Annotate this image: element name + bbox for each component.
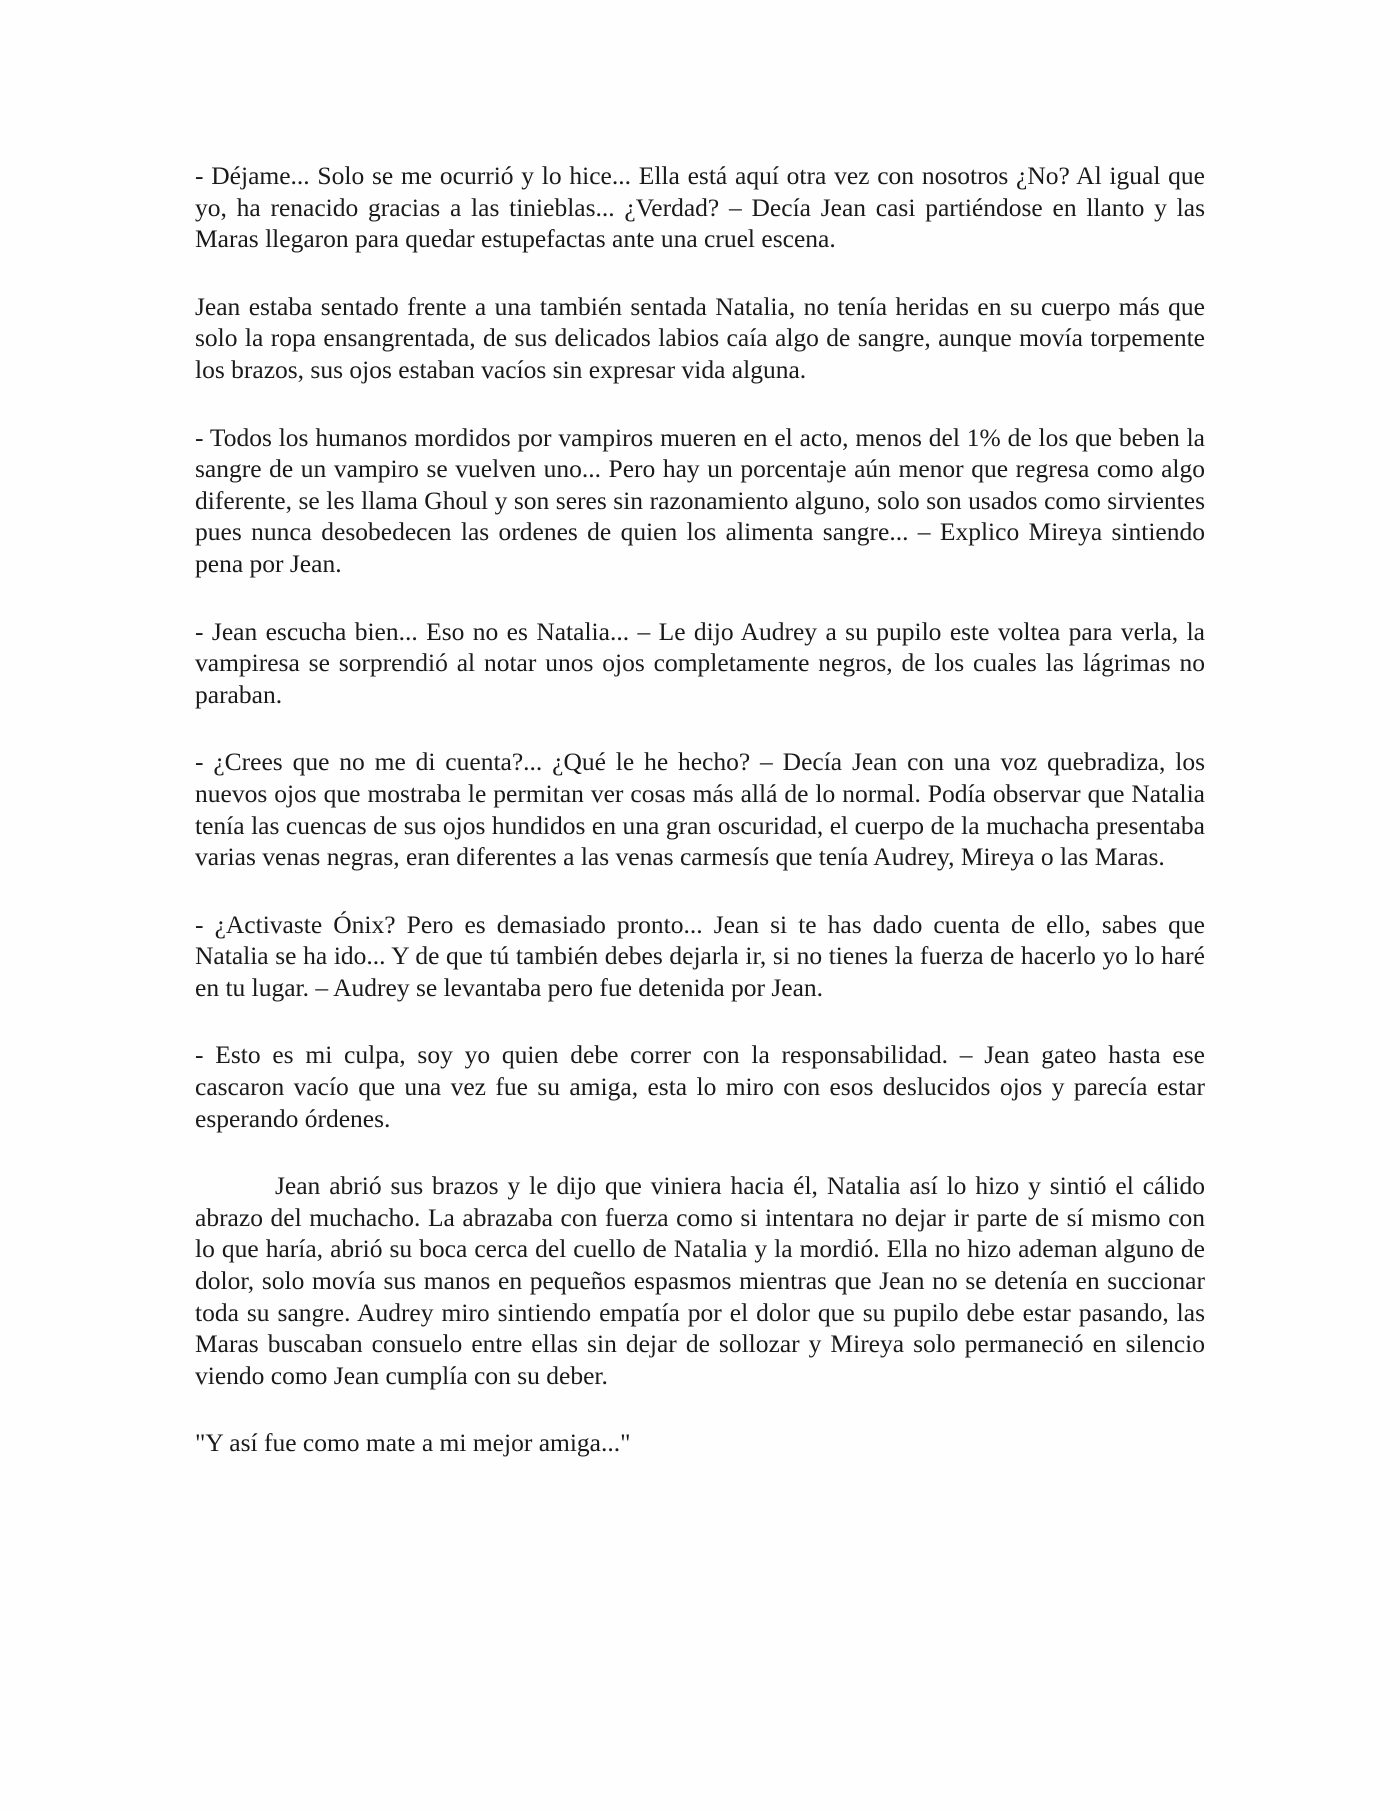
document-body: [195, 160, 1205, 1495]
paragraph: - Todos los humanos mordidos por vampiros mueren en el acto, menos del 1% de los que beben la sangre de un vampiro se vuelven uno... Pero hay un porcentaje aún menor que regresa como algo diferente, se les llama Ghoul y son seres sin razonamiento alguno, solo son usados como sirvientes pues nunca desobedecen las ordenes de quien los alimenta sangre... – Explico Mireya sintiendo pena por Jean.: [195, 422, 1205, 578]
paragraph: Jean estaba sentado frente a una también sentada Natalia, no tenía heridas en su cuerpo más que solo la ropa ensangrentada, de sus delicados labios caía algo de sangre, aunque movía torpemente los brazos, sus ojos estaban vacíos sin expresar vida alguna.: [195, 291, 1205, 384]
paragraph: - ¿Activaste Ónix? Pero es demasiado pronto... Jean si te has dado cuenta de ello, sabes que Natalia se ha ido... Y de que tú también debes dejarla ir, si no tienes la fuerza de hacerlo yo lo haré en tu lugar. – Audrey se levantaba pero fue detenida por Jean.: [195, 909, 1205, 1002]
closing-quote: "Y así fue como mate a mi mejor amiga...": [195, 1428, 631, 1458]
paragraph: - ¿Crees que no me di cuenta?... ¿Qué le he hecho? – Decía Jean con una voz quebradiza, los nuevos ojos que mostraba le permitan ver cosas más allá de lo normal. Podía observar que Natalia tenía las cuencas de sus ojos hundidos en una gran oscuridad, el cuerpo de la muchacha presentaba varias venas negras, eran diferentes a las venas carmesís que tenía Audrey, Mireya o las Maras.: [195, 747, 1205, 872]
paragraph: - Esto es mi culpa, soy yo quien debe correr con la responsabilidad. – Jean gateo hasta ese cascaron vacío que una vez fue su amiga, esta lo miro con esos deslucidos ojos y parecía estar esperando órdenes.: [195, 1040, 1205, 1133]
paragraph: - Jean escucha bien... Eso no es Natalia... – Le dijo Audrey a su pupilo este voltea para verla, la vampiresa se sorprendió al notar unos ojos completamente negros, de los cuales las lágrimas no paraban.: [195, 616, 1205, 709]
paragraph-indented: Jean abrió sus brazos y le dijo que viniera hacia él, Natalia así lo hizo y sintió el cálido abrazo del muchacho. La abrazaba con fuerza como si intentara no dejar ir parte de sí mismo con lo que haría, abrió su boca cerca del cuello de Natalia y la mordió. Ella no hizo ademan alguno de dolor, solo movía sus manos en pequeños espasmos mientras que Jean no se detenía en succionar toda su sangre. Audrey miro sintiendo empatía por el dolor que su pupilo debe estar pasando, las Maras buscaban consuelo entre ellas sin dejar de sollozar y Mireya solo permaneció en silencio viendo como Jean cumplía con su deber.: [195, 1171, 1205, 1390]
paragraph: - Déjame... Solo se me ocurrió y lo hice... Ella está aquí otra vez con nosotros ¿No? Al igual que yo, ha renacido gracias a las tinieblas... ¿Verdad? – Decía Jean casi partiéndose en llanto y las Maras llegaron para quedar estupefactas ante una cruel escena.: [195, 161, 1205, 254]
